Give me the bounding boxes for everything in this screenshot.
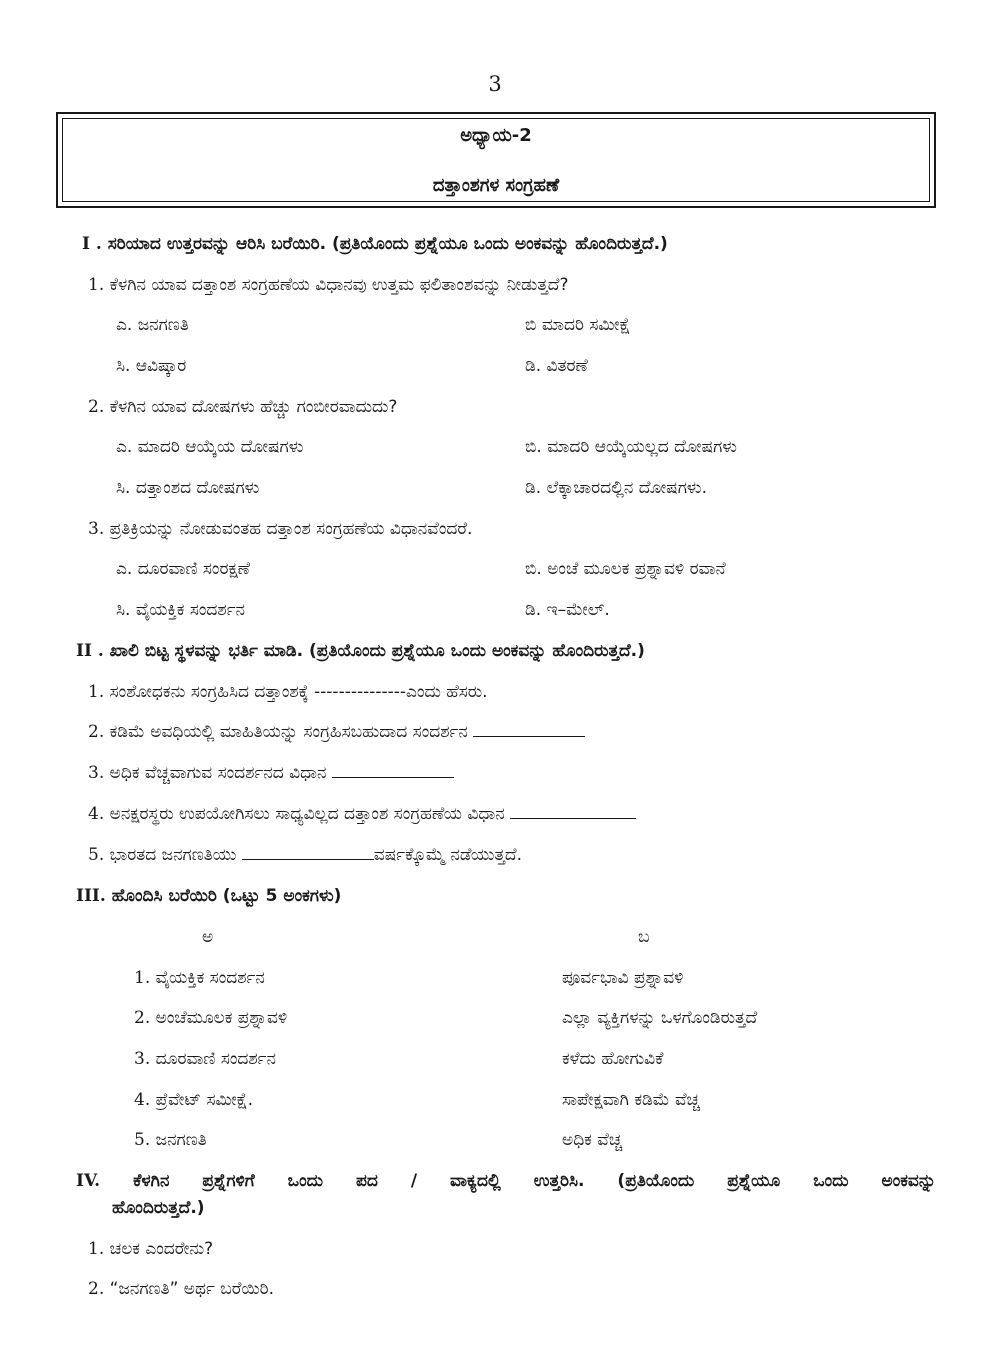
- column-b-header: ಬ: [638, 927, 650, 947]
- option-b: ಬಿ ಮಾದರಿ ಸಮೀಕ್ಷೆ: [525, 315, 631, 335]
- option-a: ಎ. ದೂರವಾಣಿ ಸಂರಕ್ಷಣೆ: [116, 559, 251, 579]
- row-number: 4.: [134, 1090, 151, 1110]
- item-text-after: ಎಂದು ಹೆಸರು.: [406, 682, 488, 702]
- match-row-3-a: [134, 1047, 276, 1071]
- section-3-roman: III.: [76, 886, 106, 906]
- option-c: ಸಿ. ವೈಯಕ್ತಿಕ ಸಂದರ್ಶನ: [116, 600, 245, 620]
- question-1-1: [88, 273, 568, 297]
- match-row-4-b: ಸಾಪೇಕ್ಷವಾಗಿ ಕಡಿಮೆ ವೆಚ್ಚ: [562, 1090, 700, 1110]
- option-d: ಡಿ. ವಿತರಣೆ: [525, 356, 588, 376]
- item-text: ಅಧಿಕ ವೆಚ್ಚವಾಗುವ ಸಂದರ್ಶನದ ವಿಧಾನ: [109, 763, 332, 783]
- row-a-text: ಜನಗಣತಿ: [155, 1130, 207, 1150]
- fill-blank-3: [88, 761, 454, 785]
- chapter-title-box-inner: [62, 118, 930, 202]
- short-question-1: [88, 1237, 213, 1261]
- question-number: 3.: [88, 519, 105, 539]
- section-4-heading: [76, 1169, 936, 1193]
- question-1-2: [88, 395, 397, 419]
- option-b: ಬಿ. ಅಂಚೆ ಮೂಲಕ ಪ್ರಶ್ನಾವಳಿ ರವಾನೆ: [525, 559, 726, 579]
- row-a-text: ಪ್ರೆವೇಟ್ ಸಮೀಕ್ಷೆ.: [155, 1090, 254, 1110]
- question-number: 1.: [88, 1239, 105, 1259]
- chapter-number: ಅಧ್ಯಾಯ-2: [460, 125, 532, 146]
- fill-blank-5: [88, 843, 522, 867]
- match-row-1-a: [134, 966, 265, 990]
- match-row-5-a: [134, 1128, 207, 1152]
- item-number: 3.: [88, 763, 105, 783]
- fill-blank-1: [88, 680, 488, 704]
- row-a-text: ದೂರವಾಣಿ ಸಂದರ್ಶನ: [155, 1049, 276, 1069]
- item-text: ಕಡಿಮೆ ಅವಧಿಯಲ್ಲಿ ಮಾಹಿತಿಯನ್ನು ಸಂಗ್ರಹಿಸಬಹುದಾದ ಸಂದರ್ಶನ: [109, 722, 474, 742]
- option-a: ಎ. ಮಾದರಿ ಆಯ್ಕೆಯ ದೋಷಗಳು: [116, 437, 304, 457]
- row-a-text: ವೈಯಕ್ತಿಕ ಸಂದರ್ಶನ: [155, 968, 265, 988]
- answer-blank: [332, 763, 454, 778]
- match-row-4-a: [134, 1088, 253, 1112]
- section-3-instruction: ಹೊಂದಿಸಿ ಬರೆಯಿರಿ (ಒಟ್ಟು 5 ಅಂಕಗಳು): [111, 886, 342, 906]
- fill-blank-4: [88, 802, 636, 826]
- item-text: ಅನಕ್ಷರಸ್ಥರು ಉಪಯೋಗಿಸಲು ಸಾಧ್ಯವಿಲ್ಲದ ದತ್ತಾಂಶ ಸಂಗ್ರಹಣೆಯ ವಿಧಾನ: [109, 804, 511, 824]
- match-row-5-b: ಅಧಿಕ ವೆಚ್ಚ: [562, 1130, 623, 1150]
- question-text: ಚಲಕ ಎಂದರೇನು?: [109, 1239, 214, 1259]
- answer-blank: [473, 722, 585, 737]
- row-a-text: ಅಂಚೆಮೂಲಕ ಪ್ರಶ್ನಾವಳಿ: [155, 1008, 288, 1028]
- item-number: 1.: [88, 682, 105, 702]
- section-2-heading: [76, 639, 645, 663]
- match-row-2-a: [134, 1006, 287, 1030]
- option-d: ಡಿ. ಇ–ಮೇಲ್.: [525, 600, 610, 620]
- row-number: 1.: [134, 968, 151, 988]
- section-3-heading: [76, 884, 341, 908]
- answer-blank: [510, 804, 636, 819]
- item-text-after: ವರ್ಷಕ್ಕೊಮ್ಮೆ ನಡೆಯುತ್ತದೆ.: [373, 845, 522, 865]
- section-1-instruction: ಸರಿಯಾದ ಉತ್ತರವನ್ನು ಆರಿಸಿ ಬರೆಯಿರಿ. (ಪ್ರತಿಯೊಂದು ಪ್ರಶ್ನೆಯೂ ಒಂದು ಅಂಕವನ್ನು ಹೊಂದಿರುತ್ತದೆ.): [107, 234, 668, 254]
- option-c: ಸಿ. ಆವಿಷ್ಕಾರ: [116, 356, 187, 376]
- section-1-roman: I .: [82, 234, 102, 254]
- column-a-header: ಅ: [202, 927, 214, 947]
- option-b: ಬಿ. ಮಾದರಿ ಆಯ್ಕೆಯಲ್ಲದ ದೋಷಗಳು: [525, 437, 737, 457]
- section-4-instruction-cont: ಹೊಂದಿರುತ್ತದೆ.): [112, 1198, 205, 1218]
- chapter-title: ದತ್ತಾಂಶಗಳ ಸಂಗ್ರಹಣೆ: [432, 175, 560, 196]
- section-1-heading: [82, 232, 668, 256]
- question-text: ಕೆಳಗಿನ ಯಾವ ದತ್ತಾಂಶ ಸಂಗ್ರಹಣೆಯ ವಿಧಾನವು ಉತ್ತಮ ಫಲಿತಾಂಶವನ್ನು ನೀಡುತ್ತದೆ?: [109, 275, 569, 295]
- chapter-title-box: [56, 112, 936, 208]
- question-text: “ಜನಗಣತಿ” ಅರ್ಥ ಬರೆಯಿರಿ.: [109, 1279, 275, 1299]
- question-number: 2.: [88, 397, 105, 417]
- match-row-1-b: ಪೂರ್ವಭಾವಿ ಪ್ರಶ್ನಾವಳಿ: [562, 968, 684, 988]
- item-text: ಭಾರತದ ಜನಗಣತಿಯು: [109, 845, 242, 865]
- fill-blank-2: [88, 720, 585, 744]
- section-4-roman: IV.: [76, 1171, 101, 1191]
- answer-blank: [242, 845, 374, 860]
- option-d: ಡಿ. ಲೆಕ್ಕಾಚಾರದಲ್ಲಿನ ದೋಷಗಳು.: [525, 478, 707, 498]
- item-number: 2.: [88, 722, 105, 742]
- item-number: 4.: [88, 804, 105, 824]
- row-number: 3.: [134, 1049, 151, 1069]
- row-number: 2.: [134, 1008, 151, 1028]
- question-number: 2.: [88, 1279, 105, 1299]
- option-a: ಎ. ಜನಗಣತಿ: [116, 315, 189, 335]
- dash-blank: ---------------: [314, 682, 407, 702]
- page-number: 3: [488, 72, 502, 96]
- question-text: ಪ್ರತಿಕ್ರಿಯನ್ನು ನೋಡುವಂತಹ ದತ್ತಾಂಶ ಸಂಗ್ರಹಣೆಯ ವಿಧಾನವೆಂದರೆ.: [109, 519, 473, 539]
- question-number: 1.: [88, 275, 105, 295]
- option-c: ಸಿ. ದತ್ತಾಂಶದ ದೋಷಗಳು: [116, 478, 260, 498]
- match-row-3-b: ಕಳೆದು ಹೋಗುವಿಕೆ: [562, 1049, 664, 1069]
- section-2-instruction: ಖಾಲಿ ಬಿಟ್ಟ ಸ್ಥಳವನ್ನು ಭರ್ತಿ ಮಾಡಿ. (ಪ್ರತಿಯೊಂದು ಪ್ರಶ್ನೆಯೂ ಒಂದು ಅಂಕವನ್ನು ಹೊಂದಿರುತ್ತದೆ.): [109, 641, 645, 661]
- item-number: 5.: [88, 845, 105, 865]
- section-4-instruction: ಕೆಳಗಿನ ಪ್ರಶ್ನೆಗಳಿಗೆ ಒಂದು ಪದ / ವಾಕ್ಯದಲ್ಲಿ ಉತ್ತರಿಸಿ. (ಪ್ರತಿಯೊಂದು ಪ್ರಶ್ನೆಯೂ ಒಂದು ಅಂಕವನ್ನು: [133, 1171, 937, 1191]
- section-2-roman: II .: [76, 641, 104, 661]
- short-question-2: [88, 1277, 274, 1301]
- row-number: 5.: [134, 1130, 151, 1150]
- question-1-3: [88, 517, 472, 541]
- item-text: ಸಂಶೋಧಕನು ಸಂಗ್ರಹಿಸಿದ ದತ್ತಾಂಶಕ್ಕೆ: [109, 682, 315, 702]
- question-text: ಕೆಳಗಿನ ಯಾವ ದೋಷಗಳು ಹೆಚ್ಚು ಗಂಬೀರವಾದುದು?: [109, 397, 398, 417]
- match-row-2-b: ಎಲ್ಲಾ ವ್ಯಕ್ತಿಗಳನ್ನು ಒಳಗೊಂಡಿರುತ್ತದೆ: [562, 1008, 758, 1028]
